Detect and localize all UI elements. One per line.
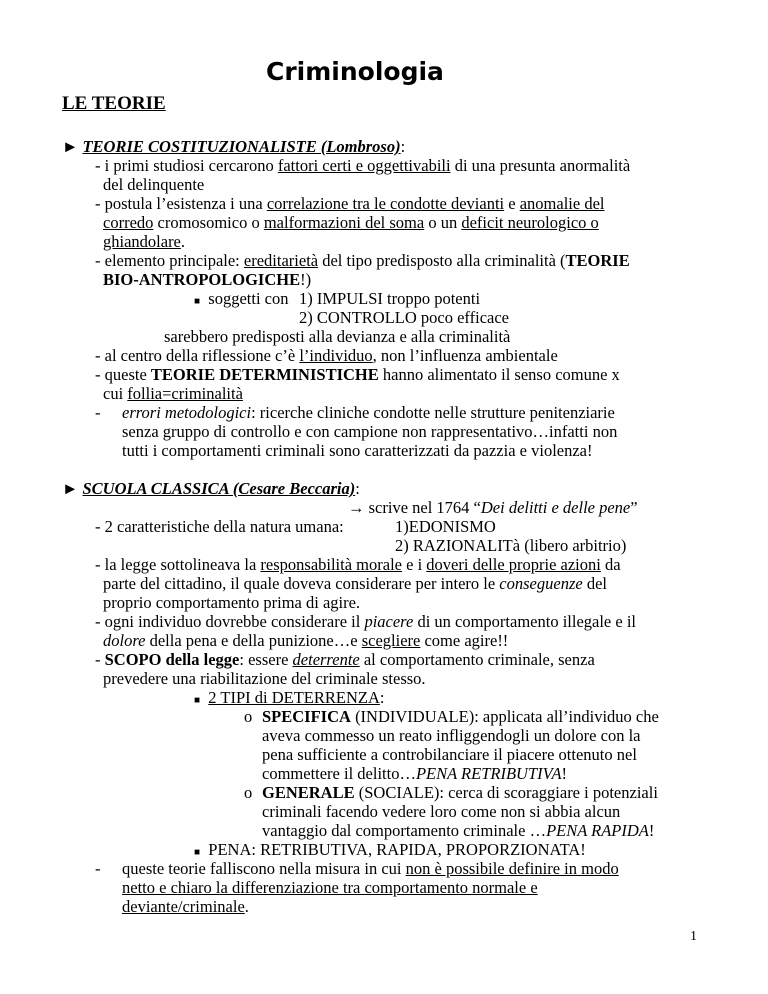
- s1-line2: del delinquente: [103, 175, 205, 194]
- s2-line22: deviante/criminale.: [122, 897, 249, 916]
- s2-line12-bullet: o: [244, 707, 253, 726]
- s1-line11: - al centro della riflessione c’è l’individuo, non l’influenza ambientale: [95, 346, 558, 365]
- s1-line14: errori metodologici: ricerche cliniche condotte nelle strutture penitenziarie: [122, 403, 615, 422]
- s2-line17: criminali facendo vedere loro come non si abbia alcun: [262, 802, 621, 821]
- s2-line9: - SCOPO della legge: essere deterrente al comportamento criminale, senza: [95, 650, 595, 669]
- s1-line8: ■ soggetti con: [194, 289, 289, 308]
- page-number: 1: [690, 929, 697, 944]
- square-bullet-icon: ■: [194, 847, 201, 858]
- s2-line10: prevedere una riabilitazione del criminale stesso.: [103, 669, 426, 688]
- s1-line16: tutti i comportamenti criminali sono caratterizzati da pazzia e violenza!: [122, 441, 593, 460]
- s1-line9: 2) CONTROLLO poco efficace: [299, 308, 509, 327]
- s2-line4: - la legge sottolineava la responsabilità morale e i doveri delle proprie azioni da: [95, 555, 621, 574]
- s2-line16-bullet: o: [244, 783, 253, 802]
- s1-line14-dash: -: [95, 403, 101, 422]
- s1-line10: sarebbero predisposti alla devianza e alla criminalità: [164, 327, 511, 346]
- s1-line5: ghiandolare.: [103, 232, 186, 251]
- s2-line5: parte del cittadino, il quale doveva considerare per intero le conseguenze del: [103, 574, 607, 593]
- s2-line6: proprio comportamento prima di agire.: [103, 593, 361, 612]
- arrow-icon: ►: [62, 137, 79, 156]
- s1-line8b: 1) IMPULSI troppo potenti: [299, 289, 481, 308]
- s2-line12: SPECIFICA (INDIVIDUALE): applicata all’individuo che: [262, 707, 659, 726]
- s1-line4: corredo cromosomico o malformazioni del soma o un deficit neurologico o: [103, 213, 599, 232]
- s1-line1: - i primi studiosi cercarono fattori certi e oggettivabili di una presunta anormalità: [95, 156, 631, 175]
- s2-line3: 2) RAZIONALITà (libero arbitrio): [395, 536, 627, 555]
- s1-line3: - postula l’esistenza i una correlazione tra le condotte devianti e anomalie del: [95, 194, 605, 213]
- s1-line7: BIO-ANTROPOLOGICHE!): [103, 270, 312, 289]
- section-heading: LE TEORIE: [62, 93, 166, 114]
- s2-line19: ■ PENA: RETRIBUTIVA, RAPIDA, PROPORZIONATA!: [194, 840, 586, 859]
- s2-line21: netto e chiaro la differenziazione tra comportamento normale e: [122, 878, 538, 897]
- section2-title-line: [62, 479, 360, 498]
- section2-title: SCUOLA CLASSICA (Cesare Beccaria): [82, 479, 356, 498]
- s2-line18: vantaggio dal comportamento criminale …PENA RAPIDA!: [262, 821, 655, 840]
- arrow-icon: ►: [62, 479, 79, 498]
- document-title: Criminologia: [266, 57, 444, 86]
- s2-line2: - 2 caratteristiche della natura umana:: [95, 517, 344, 536]
- s1-line13: cui follia=criminalità: [103, 384, 243, 403]
- s1-line12: - queste TEORIE DETERMINISTICHE hanno alimentato il senso comune x: [95, 365, 620, 384]
- s2-line8: dolore della pena e della punizione…e scegliere come agire!!: [103, 631, 509, 650]
- colon: :: [400, 137, 406, 156]
- square-bullet-icon: ■: [194, 695, 201, 706]
- s2-line2b: 1)EDONISMO: [395, 517, 496, 536]
- s2-line13: aveva commesso un reato infliggendogli un dolore con la: [262, 726, 641, 745]
- s2-line20-dash: -: [95, 859, 101, 878]
- s2-line15: commettere il delitto…PENA RETRIBUTIVA!: [262, 764, 568, 783]
- section1-title-line: [62, 137, 405, 156]
- s2-line7: - ogni individuo dovrebbe considerare il piacere di un comportamento illegale e il: [95, 612, 636, 631]
- square-bullet-icon: ■: [194, 296, 201, 307]
- s1-line15: senza gruppo di controllo e con campione non rappresentativo…infatti non: [122, 422, 618, 441]
- s2-line1: → scrive nel 1764 “Dei delitti e delle pene”: [348, 498, 638, 517]
- colon: :: [355, 479, 360, 498]
- s2-line16: GENERALE (SOCIALE): cerca di scoraggiare i potenziali: [262, 783, 658, 802]
- s1-line6: - elemento principale: ereditarietà del tipo predisposto alla criminalità (TEORIE: [95, 251, 630, 270]
- right-arrow-icon: →: [348, 498, 365, 517]
- section1-title: TEORIE COSTITUZIONALISTE (Lombroso): [82, 137, 401, 156]
- s2-line11: ■ 2 TIPI di DETERRENZA:: [194, 688, 385, 707]
- s2-line14: pena sufficiente a controbilanciare il piacere ottenuto nel: [262, 745, 637, 764]
- s2-line20: queste teorie falliscono nella misura in cui non è possibile definire in modo: [122, 859, 619, 878]
